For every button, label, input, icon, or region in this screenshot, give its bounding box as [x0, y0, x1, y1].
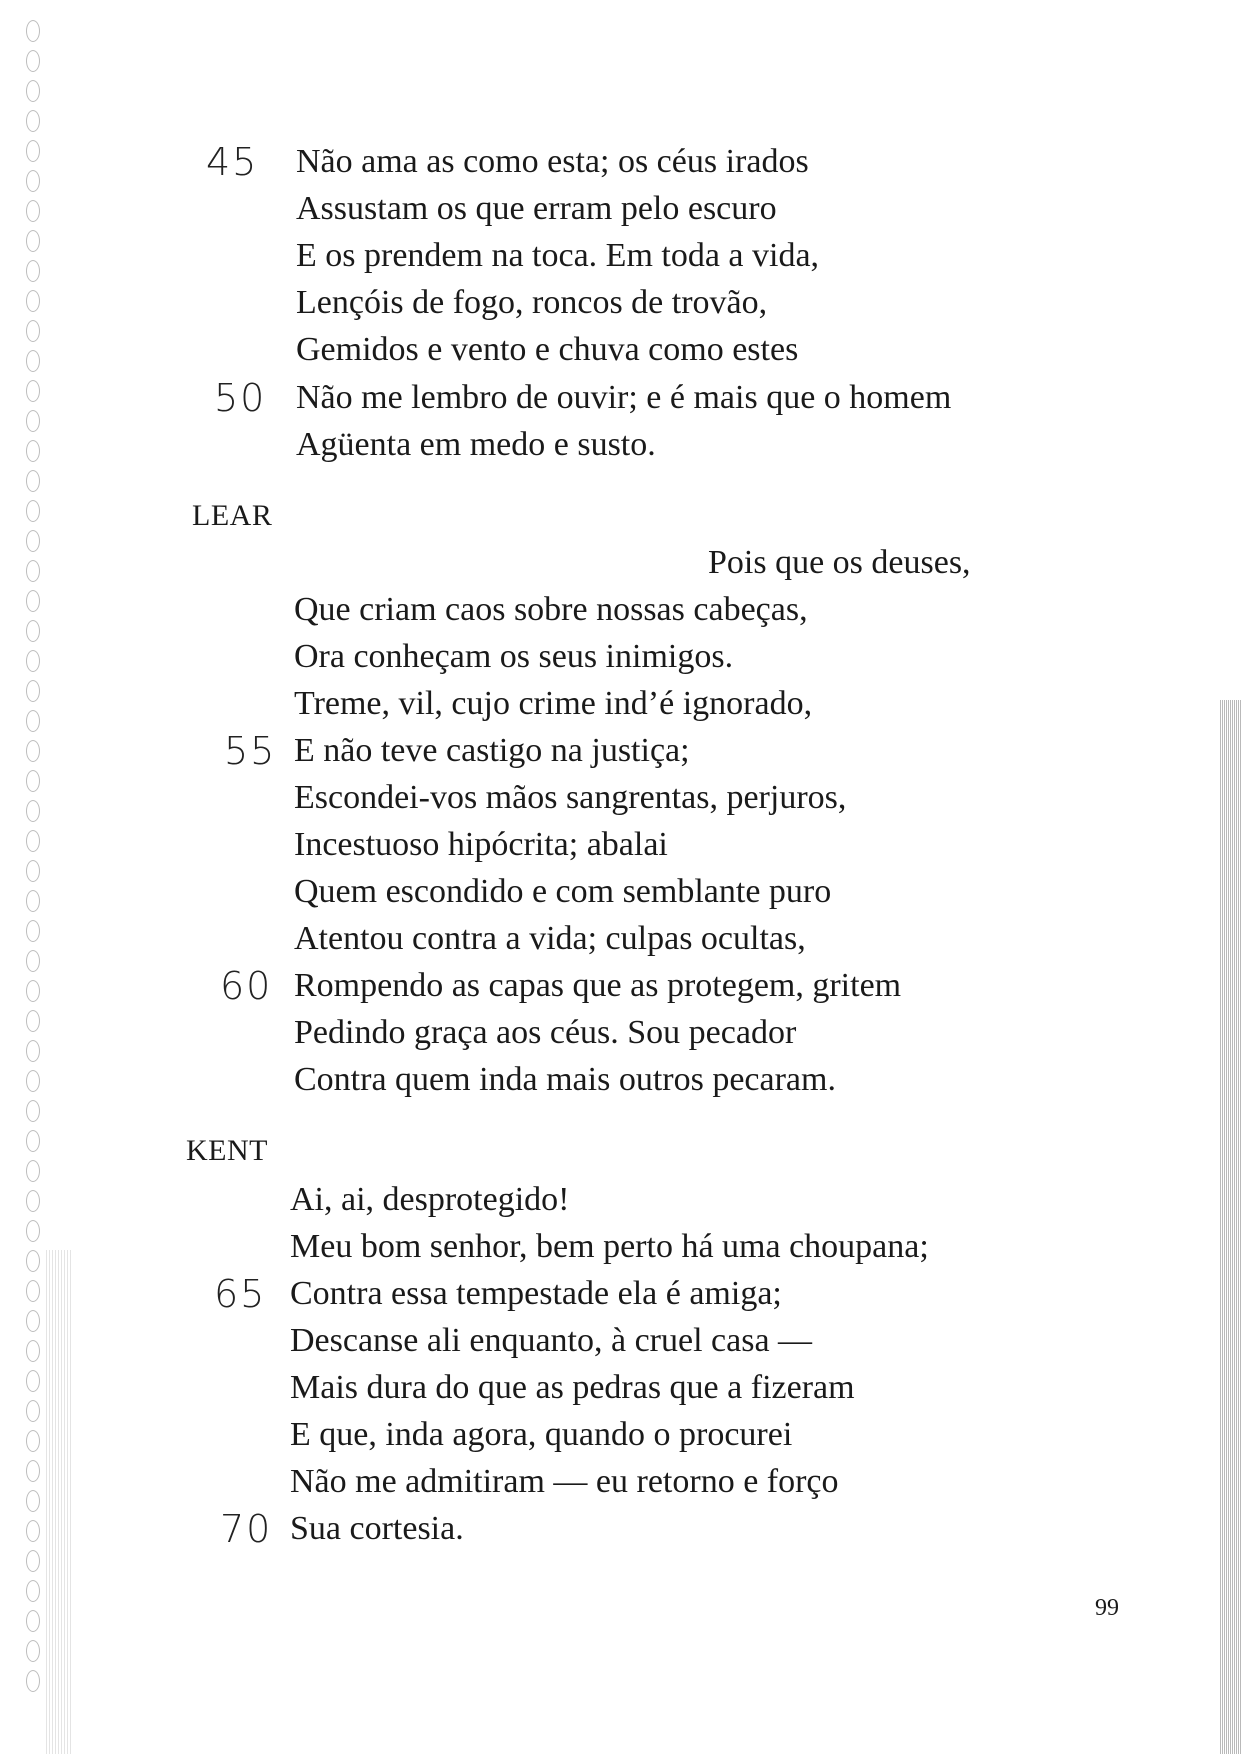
binding-hole [26, 170, 40, 192]
binding-hole [26, 590, 40, 612]
line-number: 50 [214, 376, 267, 420]
binding-hole [26, 1220, 40, 1242]
binding-hole [26, 410, 40, 432]
page-number: 99 [1095, 1595, 1119, 1621]
binding-hole [26, 1610, 40, 1632]
verse-line: Treme, vil, cujo crime ind’é ignorado, [294, 685, 813, 722]
binding-hole [26, 320, 40, 342]
line-number: 60 [220, 964, 273, 1008]
binding-hole [26, 1310, 40, 1332]
binding-hole [26, 920, 40, 942]
verse-line: Pedindo graça aos céus. Sou pecador [294, 1014, 797, 1051]
binding-hole [26, 1070, 40, 1092]
binding-hole [26, 110, 40, 132]
verse-line: Assustam os que erram pelo escuro [296, 190, 777, 227]
binding-hole [26, 20, 40, 42]
binding-hole [26, 1460, 40, 1482]
binding-hole [26, 1010, 40, 1032]
binding-hole [26, 860, 40, 882]
binding-hole [26, 1490, 40, 1512]
binding-hole [26, 530, 40, 552]
scan-shadow-right [1220, 700, 1241, 1754]
binding-hole [26, 50, 40, 72]
verse-line: Não me lembro de ouvir; e é mais que o homem [296, 379, 952, 416]
verse-line: Gemidos e vento e chuva como estes [296, 331, 799, 368]
speaker-name: KENT [186, 1134, 268, 1167]
binding-hole [26, 1160, 40, 1182]
binding-hole [26, 1520, 40, 1542]
line-number: 70 [220, 1507, 273, 1551]
verse-line: Incestuoso hipócrita; abalai [294, 826, 668, 863]
binding-hole [26, 740, 40, 762]
verse-line: Meu bom senhor, bem perto há uma choupana; [290, 1228, 929, 1265]
binding-hole [26, 950, 40, 972]
verse-line: Ora conheçam os seus inimigos. [294, 638, 734, 675]
binding-hole [26, 650, 40, 672]
verse-line: Escondei-vos mãos sangrentas, perjuros, [294, 779, 847, 816]
binding-hole [26, 1250, 40, 1272]
binding-hole [26, 1400, 40, 1422]
binding-hole [26, 440, 40, 462]
verse-line: E que, inda agora, quando o procurei [290, 1416, 793, 1453]
verse-line: Contra essa tempestade ela é amiga; [290, 1275, 782, 1312]
binding-hole [26, 470, 40, 492]
verse-line: Agüenta em medo e susto. [296, 426, 656, 463]
verse-line: E os prendem na toca. Em toda a vida, [296, 237, 820, 274]
binding-hole [26, 680, 40, 702]
verse-line: Que criam caos sobre nossas cabeças, [294, 591, 808, 628]
binding-hole [26, 1430, 40, 1452]
verse-line: E não teve castigo na justiça; [294, 732, 690, 769]
verse-line: Pois que os deuses, [708, 544, 971, 581]
binding-hole [26, 890, 40, 912]
binding-hole [26, 500, 40, 522]
verse-line: Atentou contra a vida; culpas ocultas, [294, 920, 806, 957]
line-number: 45 [206, 140, 259, 184]
verse-line: Mais dura do que as pedras que a fizeram [290, 1369, 855, 1406]
verse-line: Sua cortesia. [290, 1510, 464, 1547]
binding-hole [26, 560, 40, 582]
binding-hole [26, 1190, 40, 1212]
binding-hole [26, 830, 40, 852]
verse-line: Ai, ai, desprotegido! [290, 1181, 570, 1218]
binding-hole [26, 1670, 40, 1692]
binding-hole [26, 1370, 40, 1392]
binding-hole [26, 1640, 40, 1662]
verse-line: Contra quem inda mais outros pecaram. [294, 1061, 836, 1098]
binding-hole [26, 260, 40, 282]
binding-hole [26, 710, 40, 732]
binding-hole [26, 620, 40, 642]
binding-hole [26, 1580, 40, 1602]
binding-hole [26, 1130, 40, 1152]
binding-hole [26, 1280, 40, 1302]
binding-hole [26, 290, 40, 312]
line-number: 55 [224, 729, 277, 773]
binding-hole [26, 230, 40, 252]
binding-hole [26, 1040, 40, 1062]
binding-hole [26, 980, 40, 1002]
line-number: 65 [214, 1272, 267, 1316]
speaker-name: LEAR [192, 499, 273, 532]
binding-hole [26, 800, 40, 822]
binding-hole [26, 200, 40, 222]
binding-hole [26, 1100, 40, 1122]
binding-hole [26, 1550, 40, 1572]
binding-hole [26, 380, 40, 402]
verse-line: Lençóis de fogo, roncos de trovão, [296, 284, 768, 321]
binding-hole [26, 770, 40, 792]
binding-hole [26, 350, 40, 372]
verse-line: Quem escondido e com semblante puro [294, 873, 832, 910]
verse-line: Não me admitiram — eu retorno e forço [290, 1463, 839, 1500]
binding-hole [26, 80, 40, 102]
binding-hole [26, 140, 40, 162]
verse-line: Não ama as como esta; os céus irados [296, 143, 809, 180]
scan-shadow-left [46, 1250, 72, 1754]
verse-line: Rompendo as capas que as protegem, gritem [294, 967, 902, 1004]
binding-hole [26, 1340, 40, 1362]
verse-line: Descanse ali enquanto, à cruel casa — [290, 1322, 813, 1359]
